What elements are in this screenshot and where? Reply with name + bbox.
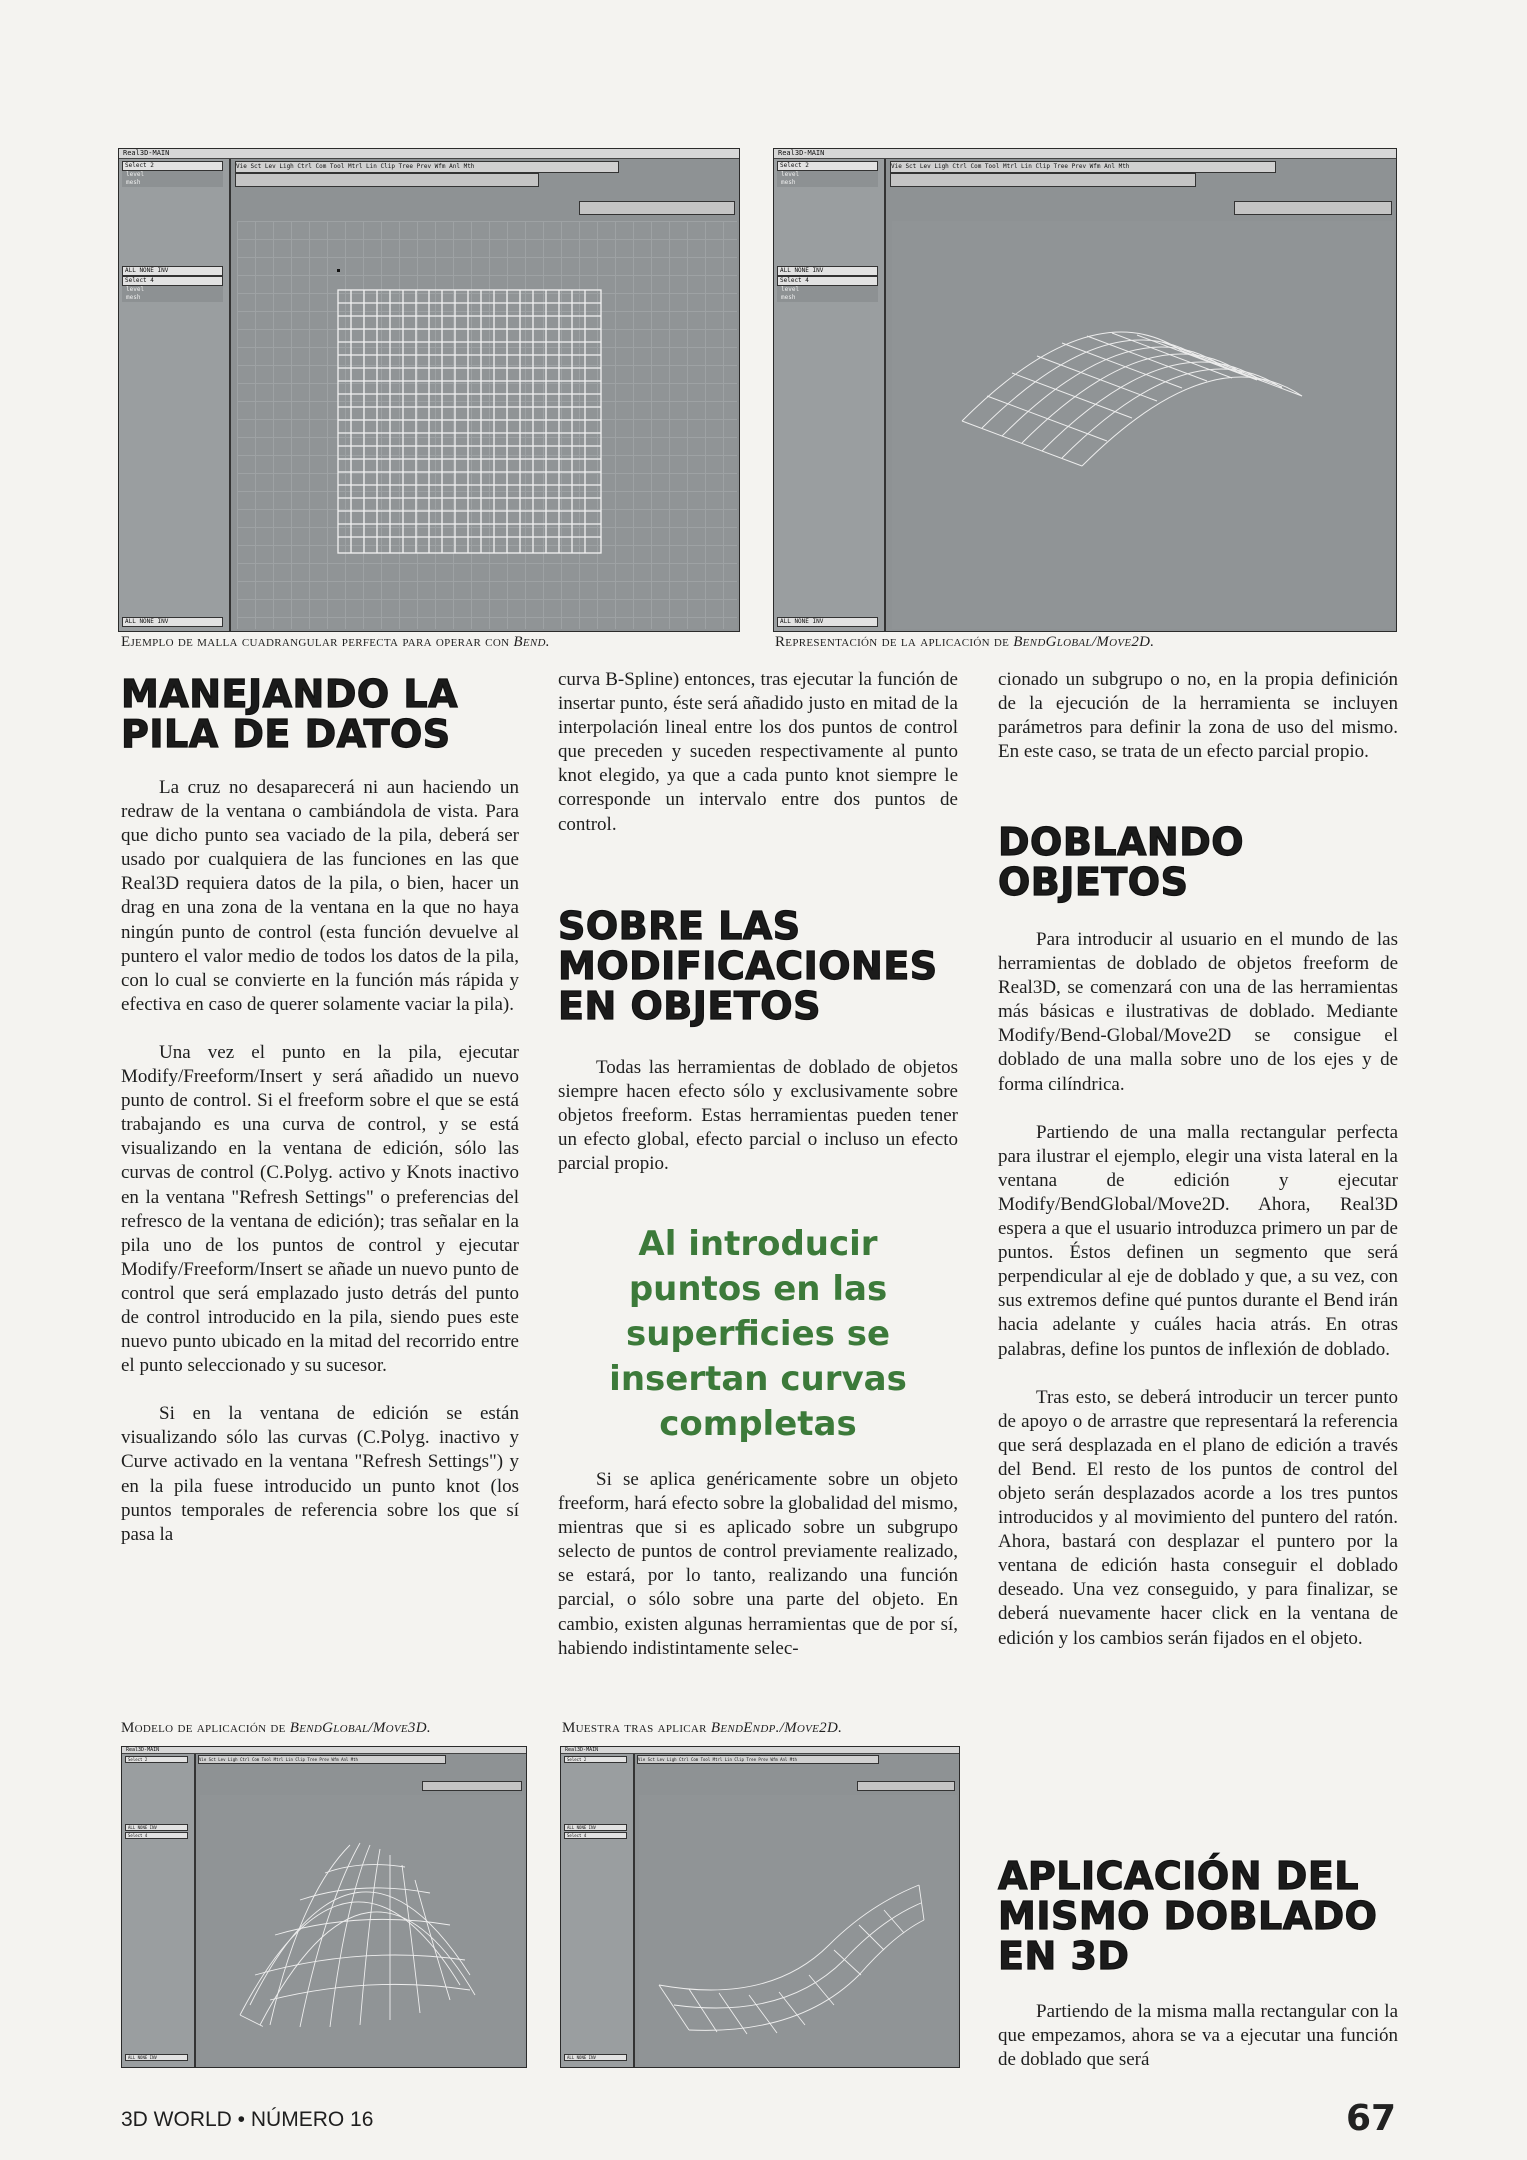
window-title: Real3D-MAIN: [119, 149, 739, 159]
caption-text: Muestra tras aplicar: [562, 1720, 711, 1736]
heading-aplicacion-3d: APLICACIÓN DEL MISMO DOBLADO EN 3D: [998, 1854, 1378, 1978]
edit-viewport[interactable]: [892, 221, 1394, 629]
screenshot-bend-move2d: [773, 148, 1397, 632]
flat-mesh-drawing: [337, 289, 602, 554]
caption-bend-endp: [562, 1720, 842, 1737]
column-1: [121, 776, 519, 1547]
screenshot-flat-mesh: [118, 148, 740, 632]
selection-panel: [774, 159, 886, 631]
heading-manejando: MANEJANDO LA PILA DE DATOS: [121, 672, 459, 756]
mesh-label-2: mesh: [777, 294, 878, 302]
footer-magazine: 3D WORLD • NÚMERO 16: [121, 2108, 374, 2131]
bent-cylinder-mesh: [942, 311, 1322, 471]
paragraph: Si se aplica genéricamente sobre un objeto freeform, hará efecto sobre la globalidad del mismo, mientras que si es aplicado sobre un subgrupo selecto de puntos de control previamente realizado, se estará, por lo tanto, realizando una función parcial, o sólo sobre una parte del objeto. En cambio, existen algunas herramientas que de por sí, habiendo indistintamente selec-: [558, 1469, 958, 1659]
select-dropdown-2[interactable]: Select 4: [564, 1832, 627, 1839]
window-title: Real3D-MAIN: [774, 149, 1396, 159]
caption-text: Ejemplo de malla cuadrangular perfecta para operar con: [121, 634, 514, 650]
icon-toolbar[interactable]: [890, 173, 1196, 187]
selection-buttons[interactable]: ALL NONE INV: [777, 266, 878, 276]
select-dropdown-2[interactable]: Select 4: [777, 276, 878, 286]
level-label: level: [122, 171, 223, 179]
select-dropdown[interactable]: Select 2: [125, 1756, 188, 1763]
paragraph: Una vez el punto en la pila, ejecutar Modify/Freeform/Insert y será añadido un nuevo punto de control. Si el freeform sobre el que se está trabajando es una curva de control, y se está visualizando en la ventana de edición, sólo las curvas de control (C.Polyg. activo y Knots inactivo en la ventana "Refresh Settings" o preferencias del refresco de la ventana de edición); tras señalar en la pila uno de los puntos de control y ejecutar Modify/Freeform/Insert se añade un nuevo punto de control que será emplazado justo detrás del punto de control introducido en la pila, siendo pues este nuevo punto ubicado en la mitad del recorrido entre el punto seleccionado y su sucesor.: [121, 1041, 519, 1377]
selection-buttons[interactable]: ALL NONE INV: [564, 1824, 627, 1831]
menu-bar[interactable]: Vie Sct Lev Ligh Ctrl Com Tool Mtrl Lin Clip Tree Prev Wfm Anl Mth: [637, 1755, 879, 1764]
edit-viewport[interactable]: [639, 1795, 957, 2065]
edit-viewport[interactable]: [200, 1795, 524, 2065]
level-label-2: level: [122, 286, 223, 294]
caption-text: Representación de la aplicación de: [775, 634, 1014, 650]
selection-buttons-bottom[interactable]: ALL NONE INV: [777, 617, 878, 627]
heading-doblando: DOBLANDO OBJETOS: [998, 820, 1245, 904]
level-label: level: [777, 171, 878, 179]
selection-buttons-bottom[interactable]: ALL NONE INV: [122, 617, 223, 627]
caption-emphasis: BendGlobal/Move3D.: [289, 1720, 431, 1736]
cursor-dot: [337, 269, 340, 272]
selection-buttons-bottom[interactable]: ALL NONE INV: [564, 2054, 627, 2061]
selection-panel: [119, 159, 231, 631]
column-3b: [998, 928, 1398, 1651]
menu-bar[interactable]: Vie Sct Lev Ligh Ctrl Com Tool Mtrl Lin Clip Tree Prev Wfm Anl Mth: [235, 161, 619, 173]
selection-panel: [122, 1754, 196, 2067]
menu-bar[interactable]: Vie Sct Lev Ligh Ctrl Com Tool Mtrl Lin Clip Tree Prev Wfm Anl Mth: [198, 1755, 446, 1764]
select-dropdown[interactable]: Select 2: [777, 161, 878, 171]
caption-emphasis: BendEndp./Move2D.: [710, 1720, 843, 1736]
column-2: [558, 668, 958, 837]
page-number: 67: [1346, 2098, 1397, 2139]
caption-text: Modelo de aplicación de: [121, 1720, 290, 1736]
pull-quote: Al introducir puntos en las superficies se insertan curvas completas: [609, 1224, 907, 1444]
screenshot-bend-endp: [560, 1746, 960, 2068]
select-dropdown-2[interactable]: Select 4: [125, 1832, 188, 1839]
column-2b: [558, 1056, 958, 1176]
view-buttons[interactable]: [422, 1781, 522, 1791]
selection-buttons-bottom[interactable]: ALL NONE INV: [125, 2054, 188, 2061]
view-buttons[interactable]: [579, 201, 735, 215]
paragraph: Para introducir al usuario en el mundo de las herramientas de doblado de objetos freeform de Real3D, se comenzará con una de las herramientas más básicas e ilustrativas de doblado. Mediante Modify/Bend-Global/Move2D se consigue el doblado de una malla sobre uno de los ejes y de forma cilíndrica.: [998, 929, 1398, 1095]
bent-endpoint-mesh: [649, 1865, 929, 2035]
view-buttons[interactable]: [857, 1781, 955, 1791]
paragraph: La cruz no desaparecerá ni aun haciendo un redraw de la ventana o cambiándola de vista. Para que dicho punto sea vaciado de la pila, deberá ser usado por cualquiera de las funciones en las que Real3D requiera datos de la pila, o bien, hacer un drag en una zona de la ventana en la que no haya ningún punto de control (esta función devuelve al puntero el valor medio de todos los datos de la pila, con lo cual se convierte en la función más rápida y efectiva en caso de querer solamente vaciar la pila).: [121, 777, 519, 1015]
select-dropdown-2[interactable]: Select 4: [122, 276, 223, 286]
paragraph: Si en la ventana de edición se están visualizando sólo las curvas (C.Polyg. inactivo y Curve activado en la ventana "Refresh Settings") y en la pila fuese introducido un punto knot (los puntos temporales de referencia sobre los que sí pasa la: [121, 1403, 519, 1545]
window-title: Real3D-MAIN: [122, 1747, 526, 1754]
caption-emphasis: BendGlobal/Move2D.: [1013, 634, 1155, 650]
dome-mesh: [230, 1835, 490, 2035]
select-dropdown[interactable]: Select 2: [564, 1756, 627, 1763]
selection-buttons[interactable]: ALL NONE INV: [122, 266, 223, 276]
paragraph: Partiendo de una malla rectangular perfecta para ilustrar el ejemplo, elegir una vista lateral en la ventana de edición y ejecutar Modify/BendGlobal/Move2D. Ahora, Real3D espera a que el usuario introduzca primero un par de puntos. Éstos definen un segmento que será perpendicular al eje de doblado y que, a su vez, con sus extremos define qué puntos durante el Bend irán hacia adelante y cuáles hacia atrás. En otras palabras, define los puntos de inflexión de doblado.: [998, 1121, 1398, 1360]
icon-toolbar[interactable]: [235, 173, 539, 187]
paragraph: cionado un subgrupo o no, en la propia definición de la ejecución de la herramienta se incluyen parámetros para definir la zona de uso del mismo. En este caso, se trata de un efecto parcial propio.: [998, 669, 1398, 763]
paragraph: Partiendo de la misma malla rectangular con la que empezamos, ahora se va a ejecutar una función de doblado que será: [998, 2001, 1398, 2071]
selection-panel: [561, 1754, 635, 2067]
selection-buttons[interactable]: ALL NONE INV: [125, 1824, 188, 1831]
select-dropdown[interactable]: Select 2: [122, 161, 223, 171]
level-label-2: level: [777, 286, 878, 294]
paragraph: curva B-Spline) entonces, tras ejecutar la función de insertar punto, éste será añadido justo en mitad de la interpolación lineal entre los dos puntos de control que preceden y suceden respectivamente al punto knot elegido, ya que a cada punto knot siempre le corresponde un intervalo entre dos puntos de control.: [558, 669, 958, 835]
mesh-label: mesh: [122, 179, 223, 187]
mesh-label-2: mesh: [122, 294, 223, 302]
paragraph: Tras esto, se deberá introducir un tercer punto de apoyo o de arrastre que representará la referencia que será desplazada en el plano de edición a través del Bend. El resto de los puntos de control del objeto serán desplazados acorde a los tres puntos introducidos y al movimiento del puntero del ratón. Ahora, bastará con desplazar el puntero por la ventana de edición hasta conseguir el doblado deseado. Una vez conseguido, y para finalizar, se deberá nuevamente hacer click en la ventana de edición y los cambios serán fijados en el objeto.: [998, 1386, 1398, 1649]
column-3c: [998, 2000, 1398, 2072]
caption-bend-move3d: [121, 1720, 431, 1737]
window-title: Real3D-MAIN: [561, 1747, 959, 1754]
caption-flat-mesh: [121, 634, 550, 651]
column-2c: [558, 1468, 958, 1661]
heading-sobre-modificaciones: SOBRE LAS MODIFICACIONES EN OBJETOS: [558, 904, 938, 1028]
mesh-label: mesh: [777, 179, 878, 187]
edit-viewport[interactable]: [237, 221, 737, 629]
view-buttons[interactable]: [1234, 201, 1392, 215]
screenshot-bend-move3d: [121, 1746, 527, 2068]
menu-bar[interactable]: Vie Sct Lev Ligh Ctrl Com Tool Mtrl Lin Clip Tree Prev Wfm Anl Mth: [890, 161, 1276, 173]
column-3: [998, 668, 1398, 764]
paragraph: Todas las herramientas de doblado de objetos siempre hacen efecto sólo y exclusivamente sobre objetos freeform. Estas herramientas pueden tener un efecto global, efecto parcial o incluso un efecto parcial propio.: [558, 1057, 958, 1175]
caption-bend-move2d: [775, 634, 1154, 651]
caption-emphasis: Bend.: [513, 634, 550, 650]
